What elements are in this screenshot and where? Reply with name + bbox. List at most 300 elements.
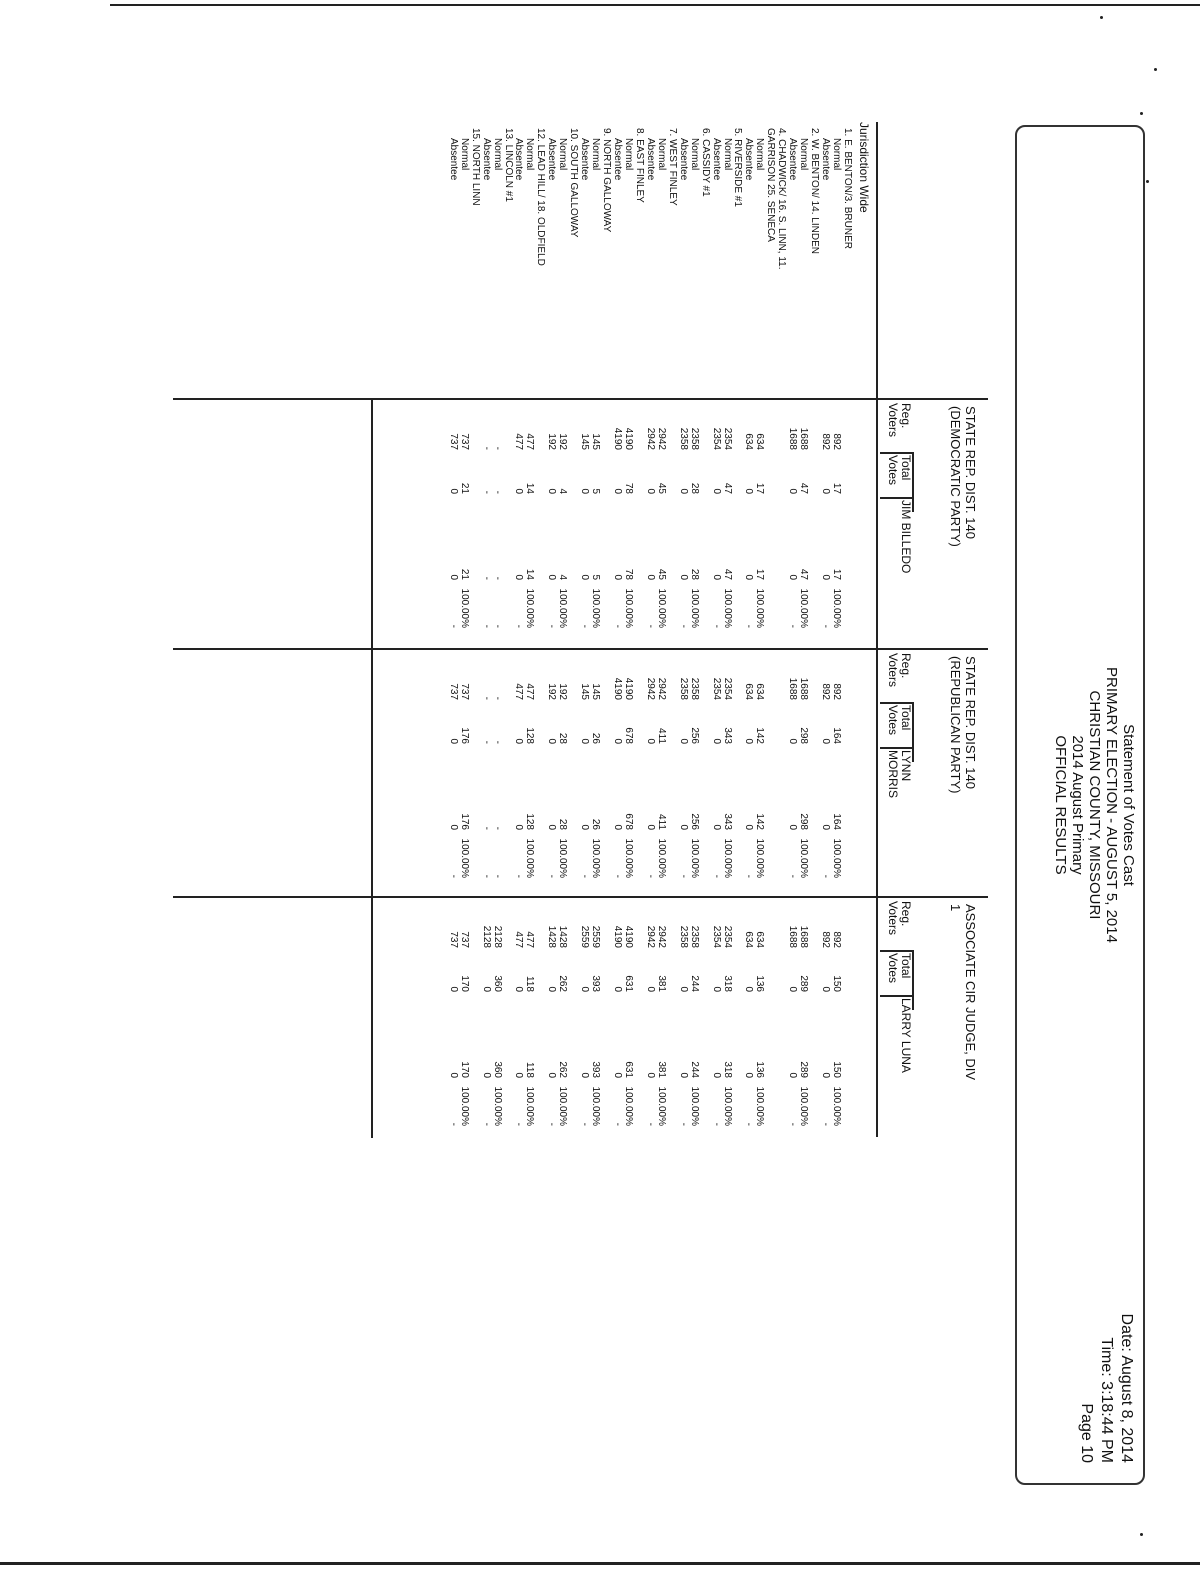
reg-voters-cell: 145: [590, 433, 602, 450]
candidate-votes-cell: 45: [655, 568, 667, 580]
subheader-rule: [880, 950, 914, 952]
candidate-percent-cell: 100.00%: [590, 838, 602, 878]
vote-type-label: Absentee: [644, 138, 656, 181]
total-votes-cell: 176: [458, 727, 470, 744]
reg-voters-cell: 634: [743, 433, 755, 450]
candidate-percent-cell: 100.00%: [590, 588, 602, 628]
total-votes-cell: 0: [787, 738, 799, 744]
vote-type-label: Absentee: [612, 138, 624, 181]
candidate-percent-cell: 100.00%: [831, 838, 843, 878]
candidate-percent-cell: -: [644, 624, 656, 628]
candidate-percent-cell: 100.00%: [798, 838, 810, 878]
candidate-votes-cell: 0: [710, 1072, 722, 1078]
candidate-percent-cell: 100.00%: [721, 588, 733, 628]
reg-voters-cell: 1688: [787, 677, 799, 700]
reg-voters-cell: 634: [743, 931, 755, 948]
report-title-line: CHRISTIAN COUNTY, MISSOURI: [1086, 690, 1103, 920]
candidate-votes-cell: 0: [710, 824, 722, 830]
candidate-votes-cell: 0: [612, 574, 624, 580]
precinct-name: 15. NORTH LINN: [469, 128, 481, 206]
total-votes-cell: 17: [754, 482, 766, 494]
candidate-percent-cell: 100.00%: [688, 838, 700, 878]
candidate-votes-cell: 0: [612, 824, 624, 830]
total-votes-cell: 678: [623, 727, 634, 744]
precinct-name: 4. CHADWICK/ 16. S. LINN, 11.: [776, 128, 788, 270]
total-votes-cell: 118: [524, 976, 536, 992]
total-votes-cell: 28: [557, 732, 569, 744]
candidate-votes-cell: 0: [677, 1072, 689, 1078]
candidate-percent-cell: -: [546, 624, 558, 628]
candidate-percent-cell: 100.00%: [458, 588, 470, 628]
total-votes-cell: 411: [655, 728, 667, 744]
candidate-votes-cell: 318: [721, 1061, 733, 1078]
total-votes-cell: 17: [831, 482, 843, 494]
total-votes-cell: 0: [743, 738, 755, 744]
total-votes-cell: 0: [644, 738, 656, 744]
vote-type-label: Normal: [491, 138, 503, 171]
total-votes-cell: 0: [710, 488, 722, 494]
reg-voters-cell: 2354: [710, 677, 722, 700]
candidate-votes-cell: 17: [754, 568, 766, 580]
total-votes-cell: 244: [688, 975, 700, 992]
reg-voters-cell: 477: [524, 683, 536, 700]
total-votes-cell: -: [491, 490, 503, 494]
candidate-percent-cell: -: [710, 1122, 722, 1126]
candidate-votes-cell: 26: [590, 818, 602, 830]
candidate-votes-cell: 343: [721, 813, 733, 830]
total-votes-cell: 47: [721, 482, 733, 494]
total-votes-cell: 0: [546, 488, 558, 494]
candidate-percent-cell: 100.00%: [524, 588, 536, 628]
candidate-votes-cell: 5: [590, 574, 602, 580]
candidate-percent-cell: -: [447, 874, 459, 878]
reg-voters-cell: 1688: [787, 925, 799, 948]
vote-type-label: Absentee: [677, 138, 689, 181]
reg-voters-cell: 477: [513, 931, 525, 948]
reg-voters-cell: 477: [524, 433, 536, 450]
candidate-votes-cell: 0: [546, 824, 558, 830]
contest-title: ASSOCIATE CIR JUDGE, DIV 1: [948, 904, 978, 1081]
reg-voters-cell: 892: [820, 683, 832, 700]
candidate-votes-cell: 21: [458, 568, 470, 580]
reg-voters-cell: 2559: [590, 925, 602, 948]
candidate-votes-cell: 411: [655, 814, 667, 830]
candidate-votes-cell: 0: [820, 824, 832, 830]
vote-type-label: Normal: [458, 138, 470, 171]
candidate-percent-cell: 100.00%: [557, 1086, 569, 1126]
candidate-votes-cell: 47: [721, 568, 733, 580]
total-votes-cell: 0: [579, 738, 591, 744]
candidate-percent-cell: 100.00%: [721, 1086, 733, 1126]
vote-type-label: Absentee: [820, 138, 832, 181]
candidate-votes-cell: 150: [831, 1061, 843, 1078]
reg-voters-cell: 2358: [688, 677, 700, 700]
total-votes-cell: 45: [655, 482, 667, 494]
vote-type-label: Normal: [557, 138, 569, 171]
total-votes-cell: 0: [677, 738, 689, 744]
candidate-percent-cell: -: [447, 1122, 459, 1126]
candidate-percent-cell: 100.00%: [458, 838, 470, 878]
candidate-percent-cell: -: [787, 624, 799, 628]
reg-voters-cell: 2354: [710, 427, 722, 450]
total-votes-cell: 142: [754, 727, 766, 744]
candidate-votes-cell: 0: [787, 1072, 799, 1078]
total-votes-cell: 0: [513, 488, 525, 494]
reg-voters-cell: 4190: [623, 677, 634, 700]
candidate-percent-cell: -: [644, 874, 656, 878]
candidate-votes-cell: 47: [798, 568, 810, 580]
total-votes-cell: 0: [579, 488, 591, 494]
candidate-votes-cell: 0: [447, 574, 459, 580]
candidate-percent-cell: 100.00%: [655, 588, 667, 628]
vote-type-label: Absentee: [743, 138, 755, 181]
total-votes-cell: 26: [590, 732, 602, 744]
candidate-votes-cell: 0: [743, 1072, 755, 1078]
candidate-votes-cell: 678: [623, 813, 634, 830]
candidate-votes-cell: 244: [688, 1061, 700, 1078]
reg-voters-cell: -: [491, 696, 503, 700]
candidate-votes-cell: 0: [447, 1072, 459, 1078]
reg-voters-cell: 2358: [688, 427, 700, 450]
report-title-line: Statement of Votes Cast: [1120, 724, 1137, 886]
reg-voters-cell: 634: [754, 433, 766, 450]
reg-voters-cell: 737: [458, 683, 470, 700]
candidate-percent-cell: -: [579, 1122, 591, 1126]
candidate-name: JIM BILLEDO: [899, 500, 913, 574]
report-header-box: [1015, 125, 1145, 1485]
reg-voters-cell: 145: [579, 433, 591, 450]
candidate-percent-cell: 100.00%: [688, 588, 700, 628]
vote-type-label: Normal: [688, 138, 700, 171]
candidate-votes-cell: 170: [458, 1061, 470, 1078]
total-votes-cell: 631: [623, 975, 634, 992]
candidate-percent-cell: -: [447, 624, 459, 628]
report-title-line: 2014 August Primary: [1069, 735, 1086, 875]
total-votes-cell: 0: [644, 488, 656, 494]
reg-voters-cell: 737: [458, 931, 470, 948]
candidate-votes-cell: -: [480, 826, 492, 830]
candidate-percent-cell: -: [612, 874, 624, 878]
candidate-votes-cell: 289: [798, 1061, 810, 1078]
reg-voters-cell: 2354: [721, 925, 733, 948]
reg-voters-cell: 2942: [655, 427, 667, 450]
reg-voters-cell: 892: [831, 931, 843, 948]
candidate-percent-cell: 100.00%: [524, 1086, 536, 1126]
candidate-percent-cell: -: [743, 874, 755, 878]
total-votes-cell: 28: [688, 482, 700, 494]
reg-voters-cell: 2354: [710, 925, 722, 948]
reg-voters-cell: 192: [546, 433, 558, 450]
subheader-rule: [880, 995, 914, 997]
total-votes-cell: 360: [491, 975, 503, 992]
candidate-percent-cell: 100.00%: [798, 1086, 810, 1126]
reg-voters-cell: 477: [513, 433, 525, 450]
vote-type-label: Absentee: [480, 138, 492, 181]
reg-voters-cell: 2942: [644, 677, 656, 700]
total-votes-header: Total Votes: [886, 705, 913, 736]
precinct-name: 8. EAST FINLEY: [633, 128, 645, 203]
subheader-rule: [880, 747, 914, 749]
total-votes-cell: 0: [612, 488, 624, 494]
candidate-votes-cell: 0: [579, 574, 591, 580]
candidate-percent-cell: -: [820, 624, 832, 628]
total-votes-cell: -: [491, 740, 503, 744]
precinct-name: 13. LINCOLN #1: [502, 128, 514, 202]
reg-voters-cell: 737: [458, 433, 470, 450]
candidate-votes-cell: 142: [754, 813, 766, 830]
candidate-votes-cell: 176: [458, 813, 470, 830]
candidate-percent-cell: 100.00%: [831, 1086, 843, 1126]
candidate-votes-cell: 4: [557, 574, 569, 580]
total-votes-cell: 381: [655, 975, 667, 992]
candidate-percent-cell: 100.00%: [458, 1086, 470, 1126]
report-title-line: PRIMARY ELECTION - AUGUST 5, 2014: [1103, 667, 1120, 943]
reg-voters-cell: 4190: [612, 427, 624, 450]
total-votes-cell: 136: [754, 975, 766, 992]
reg-voters-cell: 1688: [798, 925, 810, 948]
candidate-percent-cell: -: [820, 1122, 832, 1126]
candidate-percent-cell: -: [513, 624, 525, 628]
candidate-percent-cell: 100.00%: [655, 838, 667, 878]
candidate-percent-cell: -: [513, 1122, 525, 1126]
candidate-name: LYNN MORRIS: [886, 750, 913, 798]
candidate-votes-cell: 256: [688, 813, 700, 830]
reg-voters-cell: 477: [513, 683, 525, 700]
total-votes-cell: 14: [524, 482, 536, 494]
candidate-percent-cell: 100.00%: [655, 1086, 667, 1126]
report-time: Time: 3:18:44 PM: [1098, 1337, 1115, 1463]
reg-voters-cell: 2128: [480, 925, 492, 948]
reg-voters-cell: 192: [557, 683, 569, 700]
reg-voters-cell: 4190: [623, 925, 634, 948]
candidate-percent-cell: -: [579, 874, 591, 878]
vote-type-label: Absentee: [787, 138, 799, 181]
total-votes-cell: 393: [590, 975, 602, 992]
report-page-number: Page 10: [1078, 1403, 1095, 1463]
reg-voters-cell: 4190: [612, 677, 624, 700]
precinct-name: 5. RIVERSIDE #1: [732, 128, 744, 207]
candidate-name: LARRY LUNA: [899, 998, 913, 1073]
candidate-percent-cell: -: [644, 1122, 656, 1126]
reg-voters-cell: 737: [447, 683, 459, 700]
candidate-percent-cell: -: [677, 1122, 689, 1126]
table-header-rule: [877, 122, 879, 1137]
reg-voters-cell: 145: [579, 683, 591, 700]
candidate-votes-cell: 0: [546, 1072, 558, 1078]
total-votes-cell: 0: [480, 986, 492, 992]
candidate-votes-cell: 381: [655, 1061, 667, 1078]
candidate-percent-cell: -: [546, 874, 558, 878]
total-votes-cell: 0: [513, 738, 525, 744]
total-votes-cell: 262: [557, 975, 569, 992]
candidate-percent-cell: -: [787, 874, 799, 878]
total-votes-cell: 0: [677, 986, 689, 992]
total-votes-cell: 0: [820, 986, 832, 992]
reg-voters-cell: 2358: [677, 427, 689, 450]
reg-voters-cell: 2942: [644, 427, 656, 450]
total-votes-cell: 289: [798, 975, 810, 992]
reg-voters-cell: 634: [754, 683, 766, 700]
reg-voters-cell: 2358: [688, 925, 700, 948]
candidate-votes-cell: 0: [710, 574, 722, 580]
candidate-percent-cell: 100.00%: [721, 838, 733, 878]
candidate-percent-cell: -: [480, 1122, 492, 1126]
contest-title: STATE REP. DIST. 140 (REPUBLICAN PARTY): [948, 656, 978, 794]
total-votes-header: Total Votes: [886, 455, 913, 486]
reg-voters-cell: 192: [557, 433, 569, 450]
precinct-name: 6. CASSIDY #1: [699, 128, 711, 197]
candidate-percent-cell: -: [820, 874, 832, 878]
vote-type-label: Absentee: [447, 138, 459, 181]
candidate-percent-cell: -: [491, 624, 503, 628]
candidate-votes-cell: 0: [513, 574, 525, 580]
vote-type-label: Normal: [655, 138, 667, 171]
total-votes-cell: 0: [710, 738, 722, 744]
reg-voters-cell: 1688: [798, 677, 810, 700]
total-votes-cell: 0: [546, 986, 558, 992]
candidate-votes-cell: 28: [557, 818, 569, 830]
candidate-votes-cell: 0: [820, 1072, 832, 1078]
reg-voters-cell: 2942: [655, 677, 667, 700]
candidate-votes-cell: 298: [798, 813, 810, 830]
contest-title: STATE REP. DIST. 140 (DEMOCRATIC PARTY): [948, 406, 978, 547]
total-votes-cell: 0: [612, 738, 624, 744]
reg-voters-cell: 192: [546, 683, 558, 700]
candidate-votes-cell: 28: [688, 568, 700, 580]
vote-type-label: Normal: [754, 138, 766, 171]
candidate-votes-cell: 0: [743, 574, 755, 580]
candidate-votes-cell: 360: [491, 1061, 503, 1078]
total-votes-cell: 170: [458, 975, 470, 992]
candidate-votes-cell: 262: [557, 1061, 569, 1078]
candidate-percent-cell: 100.00%: [524, 838, 536, 878]
reg-voters-cell: -: [480, 696, 492, 700]
reg-voters-cell: 892: [820, 931, 832, 948]
candidate-votes-cell: 0: [513, 1072, 525, 1078]
report-date: Date: August 8, 2014: [1118, 1313, 1135, 1463]
candidate-percent-cell: 100.00%: [623, 838, 634, 878]
total-votes-cell: 150: [831, 975, 843, 992]
candidate-percent-cell: 100.00%: [831, 588, 843, 628]
candidate-percent-cell: -: [787, 1122, 799, 1126]
reg-voters-cell: -: [480, 446, 492, 450]
candidate-votes-cell: 0: [644, 824, 656, 830]
candidate-votes-cell: 0: [480, 1072, 492, 1078]
vote-type-label: Absentee: [710, 138, 722, 181]
reg-voters-cell: 2358: [677, 925, 689, 948]
total-votes-cell: 0: [677, 488, 689, 494]
candidate-votes-cell: 0: [644, 1072, 656, 1078]
reg-voters-cell: 2354: [721, 677, 733, 700]
precinct-name: 9. NORTH GALLOWAY: [601, 128, 613, 233]
subheader-rule: [880, 452, 914, 454]
total-votes-cell: -: [480, 490, 492, 494]
candidate-votes-cell: 0: [447, 824, 459, 830]
reg-voters-cell: 1688: [798, 427, 810, 450]
candidate-percent-cell: -: [677, 874, 689, 878]
candidate-percent-cell: 100.00%: [491, 1086, 503, 1126]
candidate-votes-cell: 631: [623, 1061, 634, 1078]
candidate-percent-cell: 100.00%: [557, 588, 569, 628]
subheader-top-rule: [913, 702, 915, 762]
candidate-percent-cell: -: [612, 1122, 624, 1126]
vote-type-label: Normal: [798, 138, 810, 171]
candidate-votes-cell: -: [491, 826, 503, 830]
total-votes-cell: 47: [798, 482, 810, 494]
total-votes-cell: 128: [524, 727, 536, 744]
candidate-votes-cell: 128: [524, 813, 536, 830]
total-votes-cell: 0: [820, 738, 832, 744]
subheader-rule: [880, 702, 914, 704]
reg-voters-cell: 2942: [644, 925, 656, 948]
candidate-votes-cell: -: [480, 576, 492, 580]
candidate-votes-cell: 0: [644, 574, 656, 580]
candidate-percent-cell: -: [491, 874, 503, 878]
reg-voters-cell: 2354: [721, 427, 733, 450]
reg-voters-cell: 892: [831, 433, 843, 450]
reg-voters-cell: 145: [590, 683, 602, 700]
candidate-votes-cell: 0: [513, 824, 525, 830]
total-votes-cell: 256: [688, 727, 700, 744]
candidate-percent-cell: 100.00%: [557, 838, 569, 878]
candidate-votes-cell: 0: [612, 1072, 624, 1078]
candidate-percent-cell: -: [743, 1122, 755, 1126]
reg-voters-cell: 892: [820, 433, 832, 450]
reg-voters-cell: 737: [447, 931, 459, 948]
total-votes-cell: 0: [743, 986, 755, 992]
total-votes-cell: 0: [787, 986, 799, 992]
total-votes-cell: 343: [721, 727, 733, 744]
reg-voters-cell: 2942: [655, 925, 667, 948]
vote-type-label: Absentee: [546, 138, 558, 181]
candidate-votes-cell: 164: [831, 813, 843, 830]
candidate-percent-cell: -: [546, 1122, 558, 1126]
total-votes-cell: 0: [447, 738, 459, 744]
precinct-name: GARRISON 25. SENECA: [765, 128, 777, 242]
candidate-votes-cell: 118: [524, 1062, 536, 1078]
reg-voters-cell: 4190: [612, 925, 624, 948]
candidate-votes-cell: 0: [743, 824, 755, 830]
candidate-votes-cell: 0: [820, 574, 832, 580]
vote-type-label: Normal: [721, 138, 733, 171]
candidate-percent-cell: -: [710, 624, 722, 628]
total-votes-cell: 0: [447, 986, 459, 992]
candidate-percent-cell: -: [710, 874, 722, 878]
reg-voters-cell: 892: [831, 683, 843, 700]
candidate-votes-cell: 78: [623, 568, 634, 580]
candidate-percent-cell: 100.00%: [754, 1086, 766, 1126]
vote-type-label: Normal: [831, 138, 843, 171]
candidate-votes-cell: 393: [590, 1061, 602, 1078]
vote-type-label: Normal: [524, 138, 536, 171]
reg-voters-cell: 2358: [677, 677, 689, 700]
reg-voters-cell: 1428: [546, 925, 558, 948]
candidate-percent-cell: 100.00%: [754, 588, 766, 628]
candidate-percent-cell: 100.00%: [688, 1086, 700, 1126]
reg-voters-cell: 477: [524, 931, 536, 948]
report-title-line: OFFICIAL RESULTS: [1052, 735, 1069, 875]
reg-voters-cell: 2128: [491, 925, 503, 948]
candidate-percent-cell: 100.00%: [590, 1086, 602, 1126]
total-votes-cell: 0: [447, 488, 459, 494]
candidate-percent-cell: -: [612, 624, 624, 628]
reg-voters-cell: 1428: [557, 925, 569, 948]
precinct-name: 10. SOUTH GALLOWAY: [568, 128, 580, 238]
total-votes-cell: 0: [546, 738, 558, 744]
candidate-percent-cell: 100.00%: [754, 838, 766, 878]
candidate-percent-cell: -: [513, 874, 525, 878]
total-votes-cell: 298: [798, 727, 810, 744]
